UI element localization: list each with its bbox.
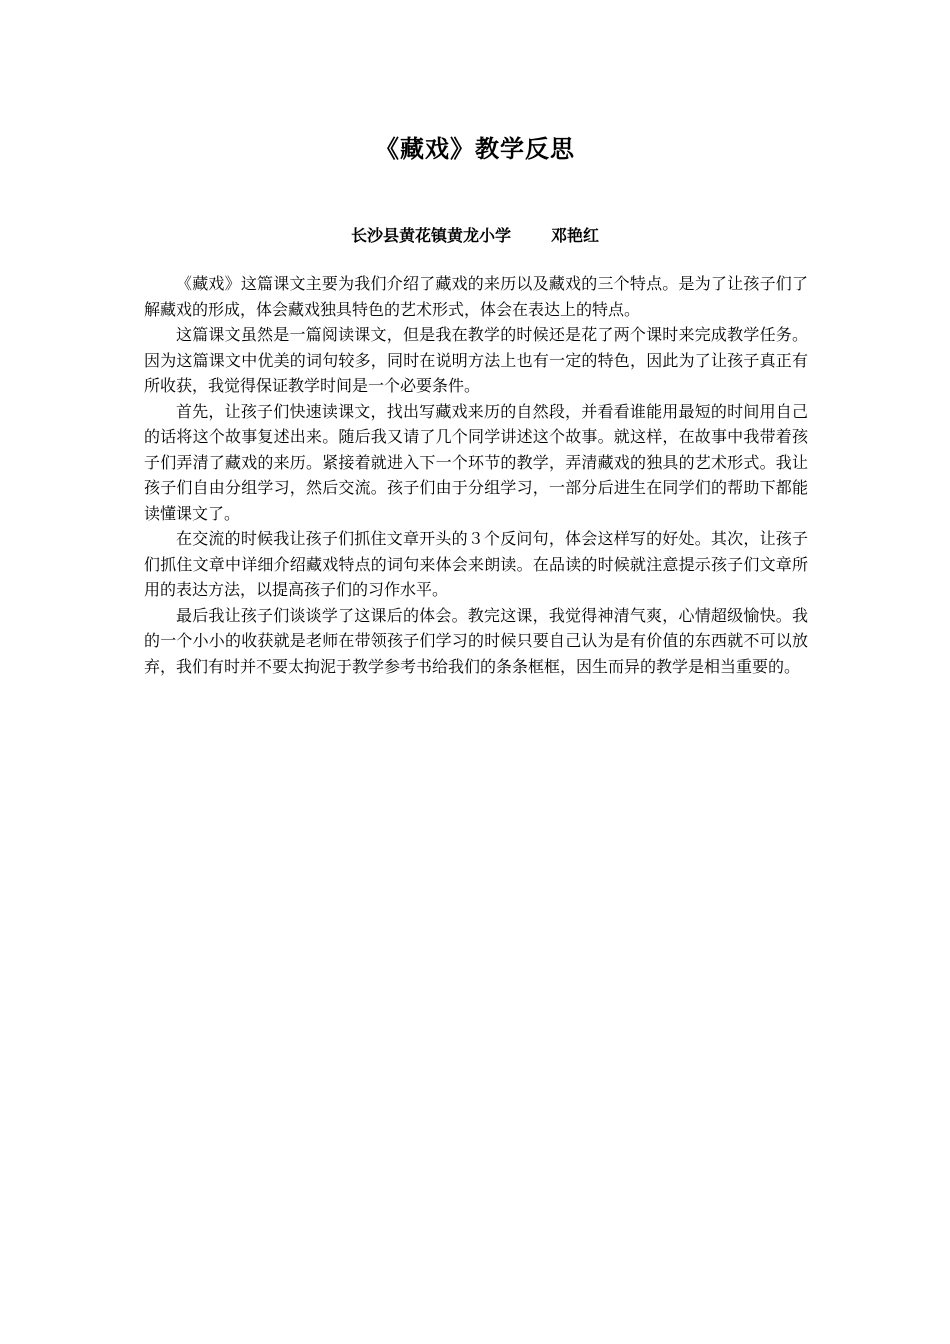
- author-name: 邓艳红: [551, 226, 600, 245]
- paragraph: 在交流的时候我让孩子们抓住文章开头的３个反问句，体会这样写的好处。其次，让孩子们抓住文章中详细介绍藏戏特点的词句来体会来朗读。在品读的时候就注意提示孩子们文章所用的表达方法，以提高孩子们的习作水平。: [144, 529, 808, 599]
- paragraph: 首先，让孩子们快速读课文，找出写藏戏来历的自然段，并看看谁能用最短的时间用自己的话将这个故事复述出来。随后我又请了几个同学讲述这个故事。就这样，在故事中我带着孩子们弄清了藏戏的来历。紧接着就进入下一个环节的教学，弄清藏戏的独具的艺术形式。我让孩子们自由分组学习，然后交流。孩子们由于分组学习，一部分后进生在同学们的帮助下都能读懂课文了。: [144, 401, 808, 523]
- paragraph: 《藏戏》这篇课文主要为我们介绍了藏戏的来历以及藏戏的三个特点。是为了让孩子们了解藏戏的形成，体会藏戏独具特色的艺术形式，体会在表达上的特点。: [144, 274, 808, 319]
- school-name: 长沙县黄花镇黄龙小学: [350, 226, 511, 245]
- paragraph: 这篇课文虽然是一篇阅读课文，但是我在教学的时候还是花了两个课时来完成教学任务。因为这篇课文中优美的词句较多，同时在说明方法上也有一定的特色，因此为了让孩子真正有所收获，我觉得保证教学时间是一个必要条件。: [144, 325, 808, 395]
- document-title: 《藏戏》教学反思: [375, 135, 575, 163]
- byline: [0, 224, 950, 248]
- paragraph: 最后我让孩子们谈谈学了这课后的体会。教完这课，我觉得神清气爽，心情超级愉快。我的一个小小的收获就是老师在带领孩子们学习的时候只要自己认为是有价值的东西就不可以放弃，我们有时并不要太拘泥于教学参考书给我们的条条框框，因生而异的教学是相当重要的。: [144, 605, 808, 676]
- document-body: [144, 271, 808, 679]
